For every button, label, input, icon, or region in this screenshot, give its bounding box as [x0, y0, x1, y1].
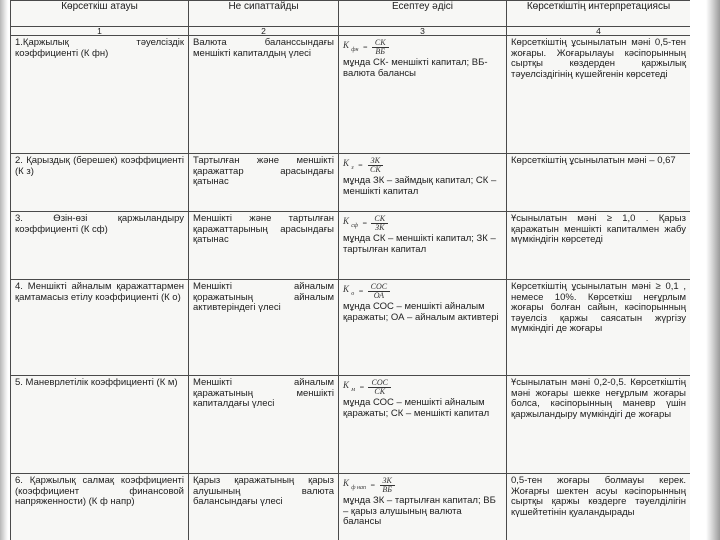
- formula-fraction: [372, 39, 389, 56]
- describes-cell: [189, 36, 339, 154]
- ratio-row: [11, 154, 691, 212]
- indicator-name: 1.Қаржылық тәуелсіздік коэффициенті (К фн): [15, 37, 184, 59]
- page-left-shadow: [0, 0, 8, 540]
- describes-cell: [189, 154, 339, 212]
- method-explanation: мұнда ЗК – тартылған капитал; ВБ – қарыз алушының валюта балансы: [343, 495, 496, 527]
- indicator-description: Меншікті айналым қаражатының меншікті капиталдағы үлесі: [193, 377, 334, 409]
- method-cell: [339, 474, 507, 540]
- indicator-interpretation: 0,5-тен жоғары болмауы керек. Жоғарғы шектен асуы кәсіпорынның сыртқы қаржы көздерге тәуелділігін күшейтетінін қуаландырады: [511, 475, 686, 518]
- method-cell: [339, 154, 507, 212]
- formula-symbol: К $_{сф}$: [343, 216, 359, 229]
- header-row: [11, 1, 691, 27]
- header-calculation-method: Есептеу әдісі: [339, 1, 507, 27]
- interpretation-cell: [507, 36, 691, 154]
- formula-fraction: [367, 157, 384, 174]
- formula-denominator: СК: [374, 387, 386, 396]
- formula-denominator: ОА: [373, 291, 384, 300]
- method-explanation: мұнда ЗК – займдық капитал; СК – меншікті капитал: [343, 175, 497, 197]
- ratio-formula: К $_з$ = $\frac{ЗК}{СК}$: [343, 157, 502, 174]
- column-number: 1: [11, 27, 189, 36]
- formula-symbol: К $_м$: [343, 380, 356, 393]
- ratio-formula: К $_{ф нап}$ = $\frac{ЗК}{ВБ}$: [343, 477, 502, 494]
- indicator-name: 5. Маневрлетілік коэффициенті (К м): [15, 377, 178, 388]
- ratio-formula: К $_о$ = $\frac{\text{СОС}}{ОА}$: [343, 283, 502, 300]
- ratio-row: [11, 474, 691, 540]
- formula-fraction: [371, 215, 388, 232]
- describes-cell: [189, 474, 339, 540]
- header-interpretation: Көрсеткіштің интерпретациясы: [507, 1, 691, 27]
- ratio-formula: К $_м$ = $\frac{\text{СОС}}{СК}$: [343, 379, 502, 396]
- interpretation-cell: [507, 280, 691, 376]
- indicator-interpretation: Көрсеткіштің ұсынылатын мәні 0,5-тен жоғары. Жоғарылауы кәсіпорынның сыртқы көздерден қаржылық тәуелсіздігінің күшейгенін көрсетеді: [511, 37, 686, 80]
- formula-fraction: [368, 283, 390, 300]
- column-number: 4: [507, 27, 691, 36]
- header-what-it-describes: Не сипаттайды: [189, 1, 339, 27]
- formula-denominator: ВБ: [382, 485, 392, 494]
- interpretation-cell: [507, 212, 691, 280]
- indicator-name-cell: [11, 376, 189, 474]
- indicator-interpretation: Ұсынылатын мәні ≥ 1,0 . Қарыз қаражатын меншікті капиталмен жабу мүмкіндігін көрсетеді: [511, 213, 686, 245]
- column-number-row: [11, 27, 691, 36]
- formula-denominator: СК: [369, 165, 381, 174]
- scanned-document-page: [10, 0, 690, 540]
- formula-numerator: СОС: [368, 379, 390, 388]
- column-number: 3: [339, 27, 507, 36]
- header-indicator-name: Көрсеткіш атауы: [11, 1, 189, 27]
- indicator-description: Валюта баланссындағы меншікті капиталдың үлесі: [193, 37, 334, 59]
- interpretation-cell: [507, 474, 691, 540]
- indicator-interpretation: Көрсеткіштің ұсынылатын мәні – 0,67: [511, 155, 676, 166]
- formula-numerator: СОС: [368, 283, 390, 292]
- formula-denominator: ВБ: [375, 47, 386, 56]
- indicator-interpretation: Ұсынылатын мәні 0,2-0,5. Көрсеткіштің мәні жоғары шекке неғұрлым жоғары болса, кәсіпорынның маневр үшін қаржыландыру мүмкіндігі де жоғары: [511, 377, 686, 420]
- ratio-row: [11, 36, 691, 154]
- ratio-formula: К $_{фн}$ = $\frac{СК}{ВБ}$: [343, 39, 502, 56]
- ratio-formula: К $_{сф}$ = $\frac{СК}{ЗК}$: [343, 215, 502, 232]
- method-explanation: мұнда СК – меншікті капитал; ЗК – тартылған капитал: [343, 233, 496, 255]
- indicator-description: Меншікті айналым қоражатының айналым активтеріндегі үлесі: [193, 281, 334, 313]
- describes-cell: [189, 376, 339, 474]
- formula-numerator: СК: [371, 215, 388, 224]
- method-explanation: мұнда СОС – меншікті айналым қаражаты; СК – меншікті капитал: [343, 397, 490, 419]
- indicator-description: Меншікті және тартылған қаражаттарының арасындағы қатынас: [193, 213, 334, 245]
- indicator-description: Қарыз қаражатының қарыз алушының валюта балансындағы үлесі: [193, 475, 334, 507]
- page-right-shadow: [706, 0, 720, 540]
- indicator-description: Тартылған және меншікті қаражаттар арасындағы қатынас: [193, 155, 334, 187]
- indicator-name: 4. Меншікті айналым қаражаттармен қамтамасыз етілу коэффициенті (К о): [15, 281, 184, 303]
- formula-fraction: [379, 477, 395, 494]
- formula-numerator: ЗК: [368, 157, 383, 166]
- method-explanation: мұнда СК- меншікті капитал; ВБ-валюта балансы: [343, 57, 488, 79]
- indicator-name-cell: [11, 280, 189, 376]
- financial-ratios-table: [10, 0, 690, 540]
- indicator-name: 2. Қарыздық (берешек) коэффициенті (К з): [15, 155, 184, 177]
- formula-symbol: К $_о$: [343, 284, 355, 297]
- formula-denominator: ЗК: [375, 223, 385, 232]
- indicator-name: 6. Қаржылық салмақ коэффициенті (коэффициент финансовой напряженности) (К ф напр): [15, 475, 184, 507]
- indicator-interpretation: Көрсеткіштің ұсынылатын мәні ≥ 0,1 , немесе 10%. Көрсеткіш неғұрлым жоғары болған сайын, кәсіпорынның тәуелсіз қаржы саясатын жүргізу мүмкіндігі де жоғары: [511, 281, 686, 334]
- indicator-name-cell: [11, 474, 189, 540]
- indicator-name-cell: [11, 212, 189, 280]
- method-cell: [339, 36, 507, 154]
- describes-cell: [189, 212, 339, 280]
- formula-symbol: К $_з$: [343, 158, 354, 171]
- indicator-name: 3. Өзін-өзі қаржыландыру коэффициенті (К сф): [15, 213, 184, 235]
- formula-symbol: К $_{фн}$: [343, 40, 359, 53]
- method-cell: [339, 280, 507, 376]
- indicator-name-cell: [11, 154, 189, 212]
- ratio-row: [11, 280, 691, 376]
- method-explanation: мұнда СОС – меншікті айналым қаражаты; ОА – айналым активтері: [343, 301, 499, 323]
- interpretation-cell: [507, 376, 691, 474]
- indicator-name-cell: [11, 36, 189, 154]
- interpretation-cell: [507, 154, 691, 212]
- formula-fraction: [368, 379, 390, 396]
- ratio-row: [11, 376, 691, 474]
- method-cell: [339, 376, 507, 474]
- formula-numerator: ЗК: [380, 477, 395, 486]
- column-number: 2: [189, 27, 339, 36]
- method-cell: [339, 212, 507, 280]
- ratio-row: [11, 212, 691, 280]
- formula-symbol: К $_{ф нап}$: [343, 478, 366, 491]
- describes-cell: [189, 280, 339, 376]
- formula-numerator: СК: [372, 39, 389, 48]
